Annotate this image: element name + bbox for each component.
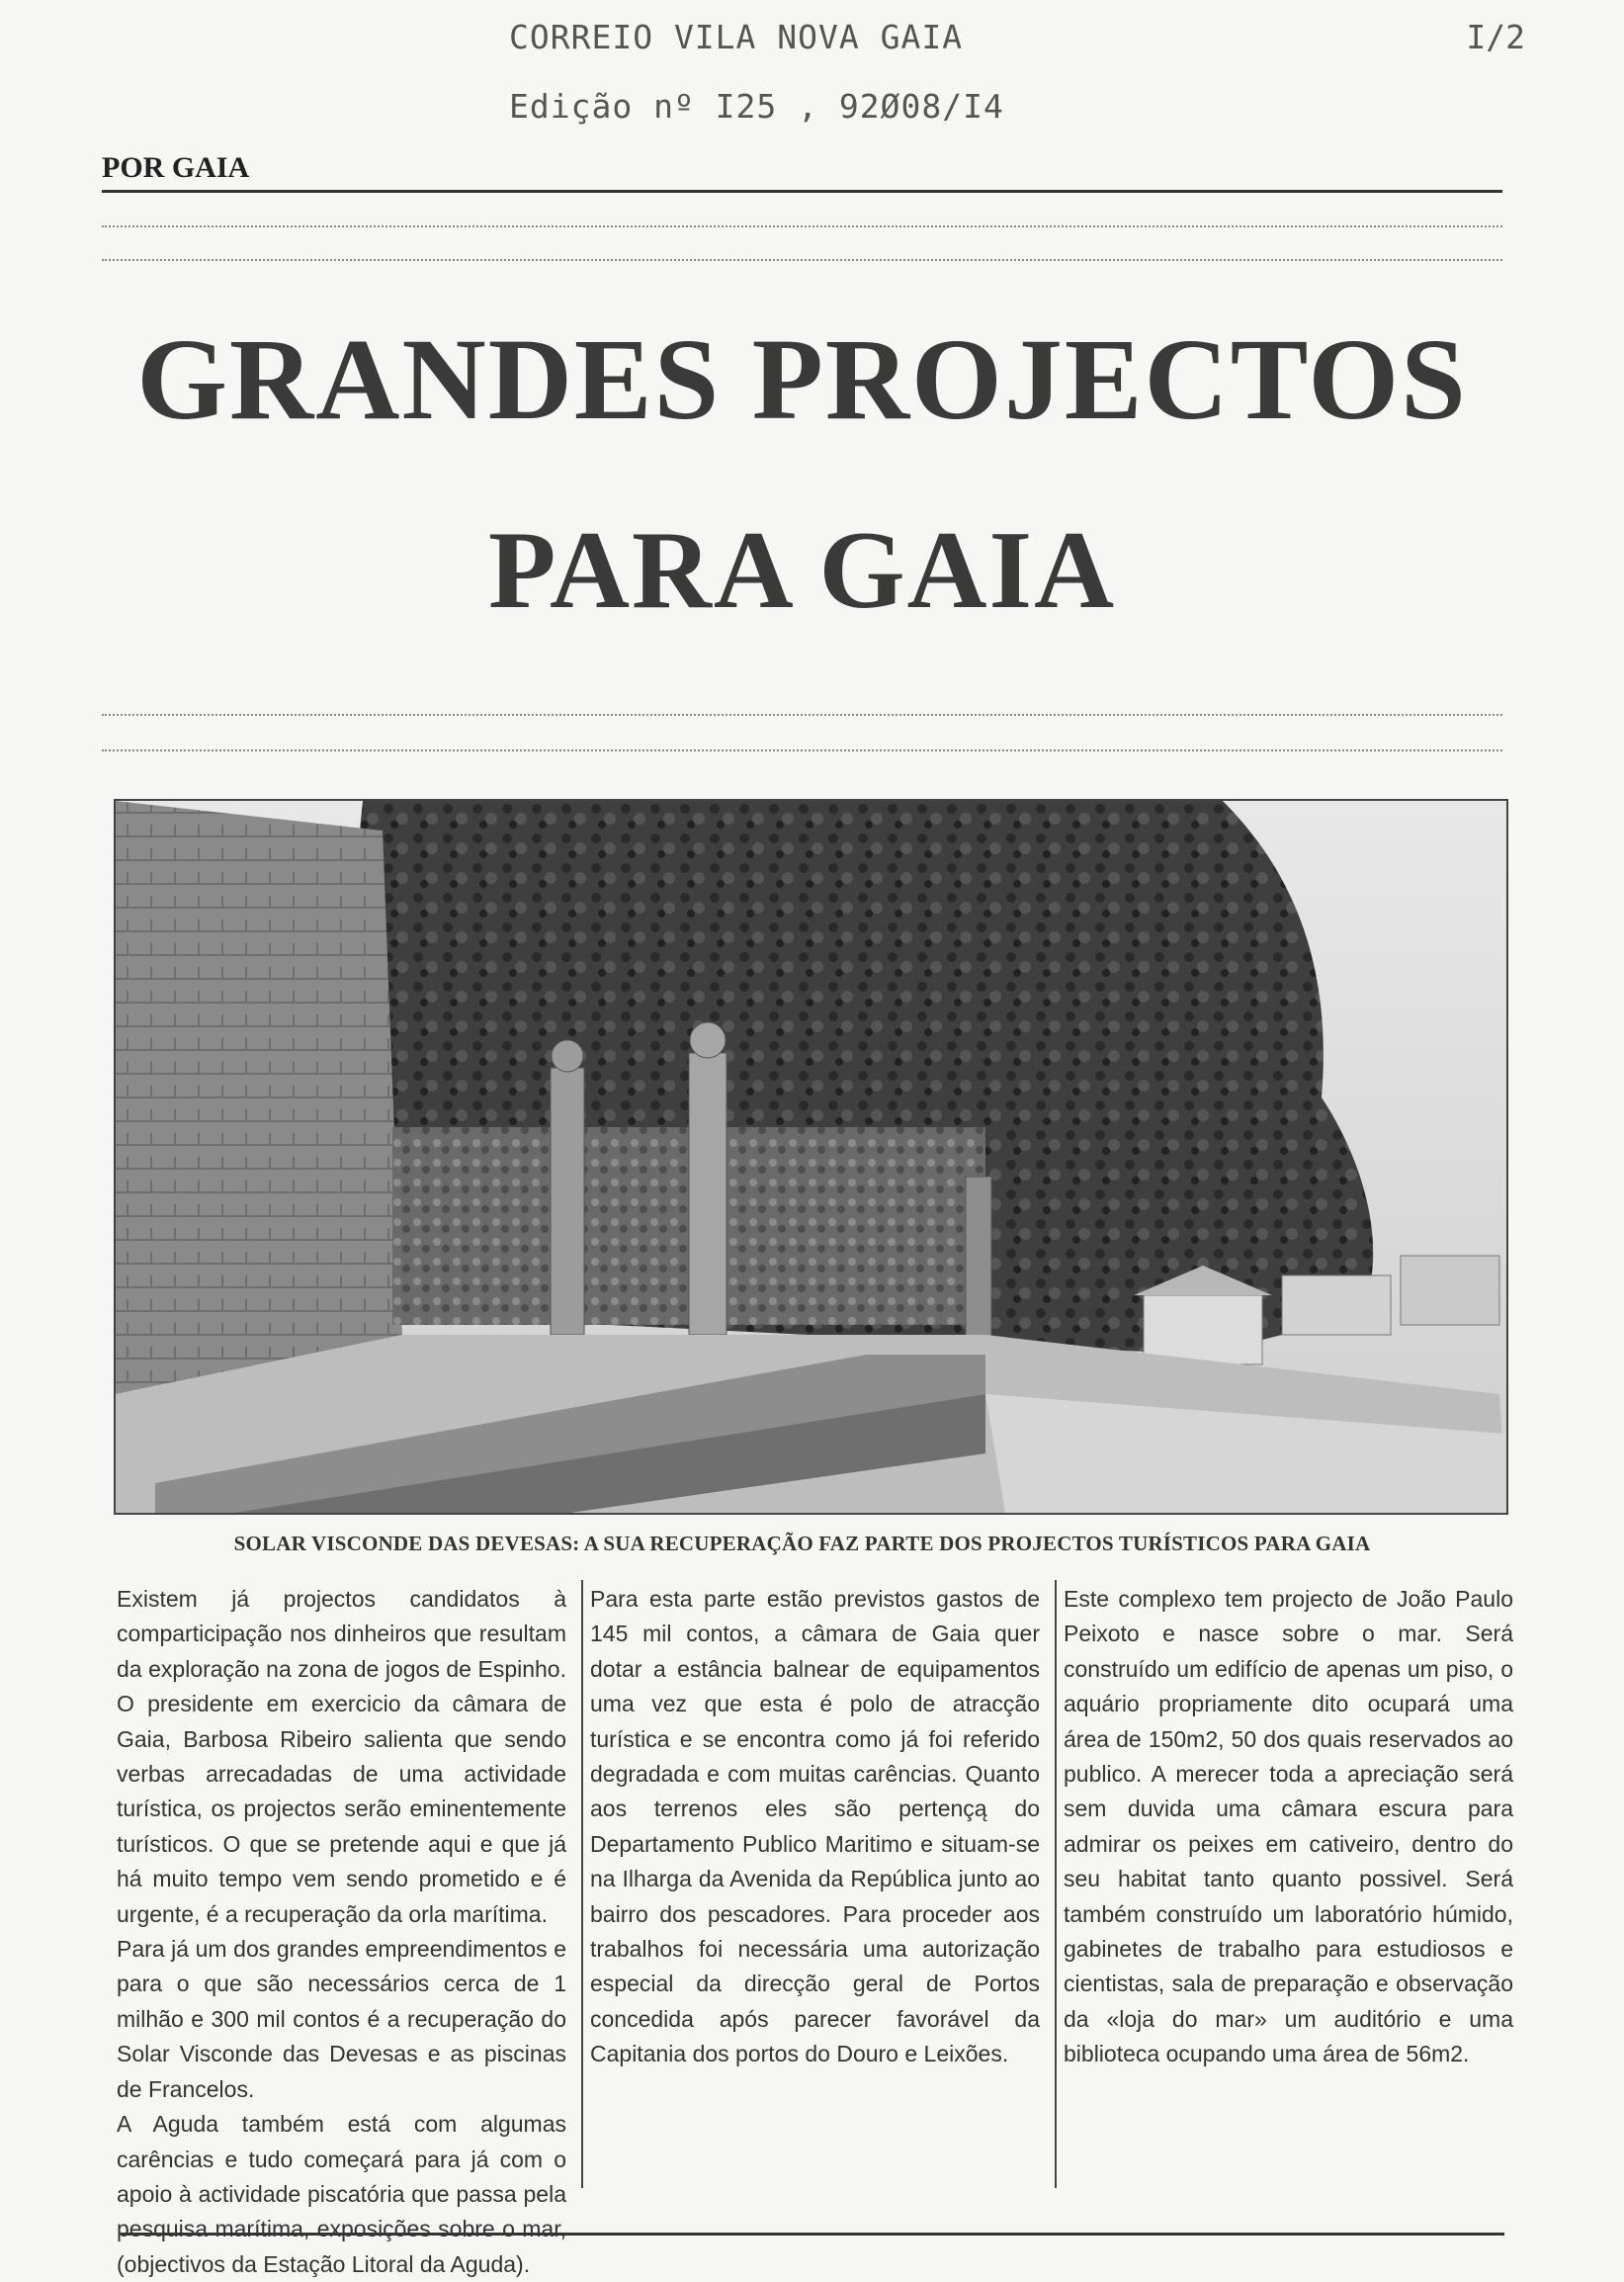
photo-illustration: [116, 801, 1506, 1513]
column-divider-1: [581, 1580, 583, 2188]
article-column-2: [590, 1582, 1040, 2072]
article-paragraph: Existem já projectos candidatos à comparticipação nos dinheiros que resultam da exploração na zona de jogos de Espinho. O presidente em exercicio da câmara de Gaia, Barbosa Ribeiro salienta que sendo verbas arrecadadas de uma actividade turística, os projectos serão eminentemente turísticos. O que se pretende aqui e que já há muito tempo vem sendo prometido e é urgente, é a recuperação da orla marítima.: [117, 1586, 566, 1927]
headline: [102, 314, 1502, 632]
section-label: POR GAIA: [102, 151, 250, 184]
article-paragraph: Para já um dos grandes empreendimentos e para o que são necessários cerca de 1 milhão e 300 mil contos é a recuperação do Solar Visconde das Devesas e as piscinas de Francelos.: [117, 1936, 566, 2102]
article-column-1: [117, 1582, 566, 2282]
footer-rule: [121, 2233, 1504, 2236]
photo-caption: SOLAR VISCONDE DAS DEVESAS: A SUA RECUPERAÇÃO FAZ PARTE DOS PROJECTOS TURÍSTICOS PARA GAIA: [233, 1532, 1371, 1555]
dotted-rule-3: [102, 714, 1502, 716]
article-paragraph: Este complexo tem projecto de João Paulo Peixoto e nasce sobre o mar. Será construído um edifício de apenas um piso, o aquário propriamente dito ocupará uma área de 150m2, 50 dos quais reservados ao publico. A merecer toda a apreciação será sem duvida uma câmara escura para admirar os peixes em cativeiro, dentro do seu habitat tanto quanto possivel. Será também construído um laboratório húmido, gabinetes de trabalho para estudiosos e cientistas, sala de preparação e observação da «loja do mar» um auditório e uma biblioteca ocupando uma área de 56m2.: [1064, 1586, 1513, 2067]
page-number: I/2: [1466, 18, 1525, 56]
article-paragraph: Para esta parte estão previstos gastos de 145 mil contos, a câmara de Gaia quer dotar a estância balnear de equipamentos uma vez que esta é polo de atracção turística e se encontra como já foi referido degradada e com muitas carências. Quanto aos terrenos eles são pertençą do Departamento Publico Maritimo e situam-se na Ilharga da Avenida da República junto ao bairro dos pescadores. Para proceder aos trabalhos foi necessária uma autorização especial da direcção geral de Portos concedida após parecer favorável da Capitania dos portos do Douro e Leixões.: [590, 1586, 1040, 2067]
headline-line-2: PARA GAIA: [487, 509, 1117, 632]
article-column-3: [1064, 1582, 1513, 2072]
dotted-rule-2: [102, 259, 1502, 261]
header-rule: [102, 190, 1502, 193]
edition-line: Edição nº I25 , 92Ø08/I4: [509, 87, 1004, 126]
publication-title: CORREIO VILA NOVA GAIA: [509, 18, 964, 56]
article-photo: [114, 799, 1508, 1515]
headline-line-1: GRANDES PROJECTOS: [136, 314, 1468, 444]
dotted-rule-4: [102, 749, 1502, 751]
column-divider-2: [1055, 1580, 1057, 2188]
dotted-rule-1: [102, 225, 1502, 227]
article-paragraph: A Aguda também está com algumas carências e tudo começará para já com o apoio à actividade piscatória que passa pela pesquisa marítima, exposições sobre o mar, (objectivos da Estação Litoral da Aguda).: [117, 2111, 566, 2277]
